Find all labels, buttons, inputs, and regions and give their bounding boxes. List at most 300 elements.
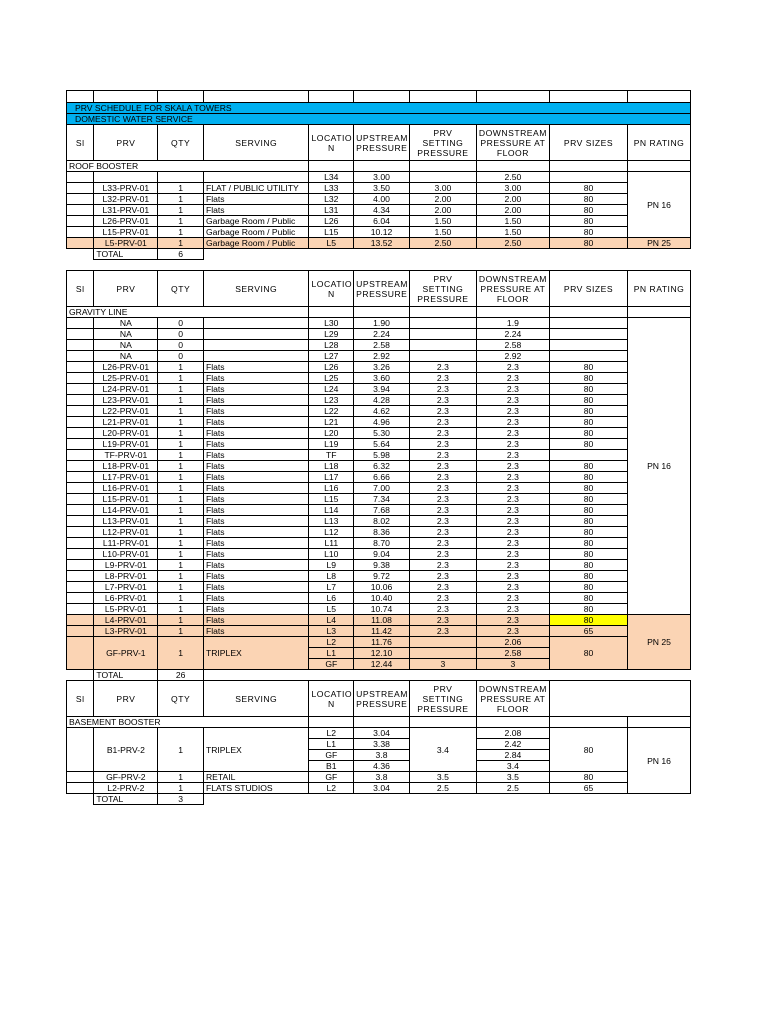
serving-cell[interactable]: TRIPLEX — [203, 637, 309, 670]
upstream-cell[interactable]: 3.8 — [354, 750, 410, 761]
serving-cell[interactable]: Flats — [203, 461, 309, 472]
col-prv-header[interactable]: PRV — [94, 125, 158, 161]
setting-cell[interactable]: 3.4 — [409, 728, 476, 772]
qty-cell[interactable]: 1 — [158, 362, 204, 373]
prv-cell[interactable]: L25-PRV-01 — [94, 373, 158, 384]
prv-cell[interactable]: NA — [94, 351, 158, 362]
size-cell[interactable] — [549, 172, 627, 183]
downstream-cell[interactable]: 1.50 — [476, 216, 549, 227]
prv-cell[interactable]: L5-PRV-01 — [94, 604, 158, 615]
downstream-cell[interactable]: 2.3 — [476, 516, 549, 527]
qty-cell[interactable]: 1 — [158, 194, 204, 205]
location-cell[interactable]: L26 — [309, 362, 354, 373]
qty-cell[interactable]: 1 — [158, 183, 204, 194]
prv-cell[interactable]: B1-PRV-2 — [94, 728, 158, 772]
setting-cell[interactable]: 2.3 — [409, 362, 476, 373]
size-cell[interactable]: 80 — [549, 571, 627, 582]
col-sl-header[interactable]: Sl — [67, 271, 94, 307]
setting-cell[interactable]: 2.3 — [409, 417, 476, 428]
qty-cell[interactable]: 1 — [158, 373, 204, 384]
size-cell[interactable]: 80 — [549, 384, 627, 395]
upstream-cell[interactable]: 12.10 — [354, 648, 410, 659]
col-qty-header[interactable]: QTY — [158, 271, 204, 307]
pn-rating-cell[interactable]: PN 25 — [628, 238, 691, 249]
size-cell[interactable] — [549, 340, 627, 351]
upstream-cell[interactable]: 3.50 — [354, 183, 410, 194]
downstream-cell[interactable]: 3.5 — [476, 772, 549, 783]
upstream-cell[interactable]: 5.64 — [354, 439, 410, 450]
upstream-cell[interactable]: 9.72 — [354, 571, 410, 582]
downstream-cell[interactable]: 2.5 — [476, 783, 549, 794]
qty-cell[interactable]: 1 — [158, 626, 204, 637]
upstream-cell[interactable]: 7.00 — [354, 483, 410, 494]
prv-cell[interactable]: L17-PRV-01 — [94, 472, 158, 483]
qty-cell[interactable]: 1 — [158, 728, 204, 772]
downstream-cell[interactable]: 2.06 — [476, 637, 549, 648]
location-cell[interactable]: L2 — [309, 783, 354, 794]
pn-rating-cell[interactable]: PN 16 — [628, 318, 691, 615]
qty-cell[interactable]: 1 — [158, 527, 204, 538]
pn-rating-cell[interactable]: PN 25 — [628, 615, 691, 670]
location-cell[interactable]: L6 — [309, 593, 354, 604]
setting-cell[interactable]: 2.3 — [409, 373, 476, 384]
col-setting-header[interactable]: PRV SETTING PRESSURE — [409, 681, 476, 717]
setting-cell[interactable]: 2.3 — [409, 384, 476, 395]
downstream-cell[interactable]: 3.00 — [476, 183, 549, 194]
col-qty-header[interactable]: QTY — [158, 681, 204, 717]
setting-cell[interactable]: 2.3 — [409, 604, 476, 615]
size-cell[interactable]: 80 — [549, 472, 627, 483]
col-sl-header[interactable]: Sl — [67, 681, 94, 717]
total-label[interactable]: TOTAL — [94, 670, 158, 681]
upstream-cell[interactable]: 2.92 — [354, 351, 410, 362]
prv-cell[interactable]: L22-PRV-01 — [94, 406, 158, 417]
location-cell[interactable]: L7 — [309, 582, 354, 593]
location-cell[interactable]: L11 — [309, 538, 354, 549]
qty-cell[interactable]: 1 — [158, 560, 204, 571]
qty-cell[interactable]: 1 — [158, 395, 204, 406]
size-cell[interactable] — [549, 329, 627, 340]
size-cell[interactable]: 80 — [549, 516, 627, 527]
upstream-cell[interactable]: 3.26 — [354, 362, 410, 373]
schedule-title[interactable]: PRV SCHEDULE FOR SKALA TOWERS — [67, 103, 691, 114]
serving-cell[interactable]: FLATS STUDIOS — [203, 783, 309, 794]
serving-cell[interactable]: Flats — [203, 472, 309, 483]
serving-cell[interactable]: Flats — [203, 439, 309, 450]
upstream-cell[interactable]: 5.30 — [354, 428, 410, 439]
prv-cell[interactable]: NA — [94, 340, 158, 351]
size-cell[interactable]: 80 — [549, 483, 627, 494]
serving-cell[interactable]: Garbage Room / Public — [203, 216, 309, 227]
qty-cell[interactable]: 1 — [158, 494, 204, 505]
setting-cell[interactable]: 2.3 — [409, 395, 476, 406]
upstream-cell[interactable]: 8.36 — [354, 527, 410, 538]
serving-cell[interactable] — [203, 318, 309, 329]
location-cell[interactable]: L13 — [309, 516, 354, 527]
size-cell[interactable]: 80 — [549, 549, 627, 560]
prv-cell[interactable]: L14-PRV-01 — [94, 505, 158, 516]
downstream-cell[interactable]: 2.00 — [476, 205, 549, 216]
location-cell[interactable]: L15 — [309, 227, 354, 238]
upstream-cell[interactable]: 7.34 — [354, 494, 410, 505]
downstream-cell[interactable]: 2.50 — [476, 172, 549, 183]
upstream-cell[interactable]: 7.68 — [354, 505, 410, 516]
qty-cell[interactable]: 1 — [158, 227, 204, 238]
upstream-cell[interactable]: 11.42 — [354, 626, 410, 637]
prv-cell[interactable]: L26-PRV-01 — [94, 216, 158, 227]
size-cell[interactable]: 80 — [549, 527, 627, 538]
prv-cell[interactable] — [94, 172, 158, 183]
upstream-cell[interactable]: 4.00 — [354, 194, 410, 205]
upstream-cell[interactable]: 13.52 — [354, 238, 410, 249]
col-sizes-header[interactable]: PRV SIZES — [549, 271, 627, 307]
prv-cell[interactable]: L26-PRV-01 — [94, 362, 158, 373]
total-value[interactable]: 26 — [158, 670, 204, 681]
size-cell[interactable]: 80 — [549, 439, 627, 450]
serving-cell[interactable]: Flats — [203, 538, 309, 549]
setting-cell[interactable] — [409, 648, 476, 659]
setting-cell[interactable]: 3.5 — [409, 772, 476, 783]
qty-cell[interactable]: 0 — [158, 351, 204, 362]
size-cell[interactable]: 80 — [549, 417, 627, 428]
serving-cell[interactable]: Flats — [203, 560, 309, 571]
setting-cell[interactable] — [409, 318, 476, 329]
location-cell[interactable]: L32 — [309, 194, 354, 205]
upstream-cell[interactable]: 3.8 — [354, 772, 410, 783]
location-cell[interactable]: GF — [309, 772, 354, 783]
total-label[interactable]: TOTAL — [94, 249, 158, 260]
col-rating-header[interactable]: PN RATING — [628, 125, 691, 161]
upstream-cell[interactable]: 4.62 — [354, 406, 410, 417]
serving-cell[interactable]: RETAIL — [203, 772, 309, 783]
setting-cell[interactable]: 3 — [409, 659, 476, 670]
serving-cell[interactable]: Flats — [203, 604, 309, 615]
location-cell[interactable]: L10 — [309, 549, 354, 560]
serving-cell[interactable]: Flats — [203, 571, 309, 582]
serving-cell[interactable]: Flats — [203, 505, 309, 516]
qty-cell[interactable]: 1 — [158, 516, 204, 527]
prv-cell[interactable]: NA — [94, 318, 158, 329]
downstream-cell[interactable]: 2.42 — [476, 739, 549, 750]
prv-cell[interactable]: L2-PRV-2 — [94, 783, 158, 794]
schedule-subtitle[interactable]: DOMESTIC WATER SERVICE — [67, 114, 691, 125]
location-cell[interactable]: L28 — [309, 340, 354, 351]
qty-cell[interactable]: 1 — [158, 505, 204, 516]
setting-cell[interactable]: 2.3 — [409, 406, 476, 417]
prv-cell[interactable]: L15-PRV-01 — [94, 227, 158, 238]
size-cell[interactable] — [549, 318, 627, 329]
upstream-cell[interactable]: 11.08 — [354, 615, 410, 626]
setting-cell[interactable] — [409, 351, 476, 362]
location-cell[interactable]: L23 — [309, 395, 354, 406]
location-cell[interactable]: L15 — [309, 494, 354, 505]
size-cell[interactable]: 80 — [549, 227, 627, 238]
setting-cell[interactable] — [409, 637, 476, 648]
serving-cell[interactable]: Flats — [203, 205, 309, 216]
location-cell[interactable]: L2 — [309, 728, 354, 739]
downstream-cell[interactable]: 2.3 — [476, 406, 549, 417]
serving-cell[interactable]: Flats — [203, 549, 309, 560]
setting-cell[interactable]: 2.3 — [409, 560, 476, 571]
location-cell[interactable]: L27 — [309, 351, 354, 362]
prv-cell[interactable]: L31-PRV-01 — [94, 205, 158, 216]
location-cell[interactable]: L5 — [309, 604, 354, 615]
serving-cell[interactable] — [203, 329, 309, 340]
col-downstream-header[interactable]: DOWNSTREAM PRESSURE AT FLOOR — [476, 125, 549, 161]
setting-cell[interactable]: 2.3 — [409, 626, 476, 637]
setting-cell[interactable]: 2.3 — [409, 582, 476, 593]
downstream-cell[interactable]: 2.3 — [476, 362, 549, 373]
location-cell[interactable]: L29 — [309, 329, 354, 340]
location-cell[interactable]: L26 — [309, 216, 354, 227]
location-cell[interactable]: L17 — [309, 472, 354, 483]
pn-rating-cell[interactable]: PN 16 — [628, 728, 691, 794]
col-serving-header[interactable]: SERVING — [203, 125, 309, 161]
downstream-cell[interactable]: 2.3 — [476, 428, 549, 439]
location-cell[interactable]: L18 — [309, 461, 354, 472]
setting-cell[interactable]: 2.50 — [409, 238, 476, 249]
upstream-cell[interactable]: 10.74 — [354, 604, 410, 615]
prv-cell[interactable]: L15-PRV-01 — [94, 494, 158, 505]
col-sizes-header[interactable] — [549, 681, 627, 717]
upstream-cell[interactable]: 3.00 — [354, 172, 410, 183]
upstream-cell[interactable]: 5.98 — [354, 450, 410, 461]
col-rating-header[interactable] — [628, 681, 691, 717]
location-cell[interactable]: L5 — [309, 238, 354, 249]
downstream-cell[interactable]: 2.3 — [476, 538, 549, 549]
upstream-cell[interactable]: 11.76 — [354, 637, 410, 648]
prv-cell[interactable]: L21-PRV-01 — [94, 417, 158, 428]
downstream-cell[interactable]: 2.3 — [476, 439, 549, 450]
setting-cell[interactable]: 2.00 — [409, 194, 476, 205]
location-cell[interactable]: L31 — [309, 205, 354, 216]
upstream-cell[interactable]: 10.40 — [354, 593, 410, 604]
upstream-cell[interactable]: 4.34 — [354, 205, 410, 216]
qty-cell[interactable]: 1 — [158, 483, 204, 494]
setting-cell[interactable]: 2.3 — [409, 483, 476, 494]
qty-cell[interactable]: 1 — [158, 417, 204, 428]
upstream-cell[interactable]: 8.70 — [354, 538, 410, 549]
downstream-cell[interactable]: 2.3 — [476, 582, 549, 593]
upstream-cell[interactable]: 3.94 — [354, 384, 410, 395]
col-upstream-header[interactable]: UPSTREAM PRESSURE — [354, 681, 410, 717]
prv-cell[interactable]: L5-PRV-01 — [94, 238, 158, 249]
location-cell[interactable]: L25 — [309, 373, 354, 384]
serving-cell[interactable]: Flats — [203, 194, 309, 205]
location-cell[interactable]: L3 — [309, 626, 354, 637]
size-cell[interactable]: 80 — [549, 194, 627, 205]
downstream-cell[interactable]: 2.3 — [476, 527, 549, 538]
size-cell[interactable]: 80 — [549, 728, 627, 772]
downstream-cell[interactable]: 2.3 — [476, 395, 549, 406]
downstream-cell[interactable]: 2.08 — [476, 728, 549, 739]
col-location-header[interactable]: LOCATIO N — [309, 271, 354, 307]
setting-cell[interactable]: 2.3 — [409, 527, 476, 538]
gravity-line-section-label[interactable]: GRAVITY LINE — [67, 307, 309, 318]
setting-cell[interactable]: 2.3 — [409, 472, 476, 483]
downstream-cell[interactable]: 2.3 — [476, 560, 549, 571]
prv-cell[interactable]: L32-PRV-01 — [94, 194, 158, 205]
qty-cell[interactable]: 1 — [158, 538, 204, 549]
serving-cell[interactable]: Flats — [203, 516, 309, 527]
location-cell[interactable]: L16 — [309, 483, 354, 494]
qty-cell[interactable]: 1 — [158, 783, 204, 794]
serving-cell[interactable]: Flats — [203, 450, 309, 461]
setting-cell[interactable]: 2.3 — [409, 505, 476, 516]
upstream-cell[interactable]: 6.66 — [354, 472, 410, 483]
qty-cell[interactable]: 1 — [158, 406, 204, 417]
setting-cell[interactable] — [409, 340, 476, 351]
prv-cell[interactable]: L4-PRV-01 — [94, 615, 158, 626]
col-rating-header[interactable]: PN RATING — [628, 271, 691, 307]
total-value[interactable]: 6 — [158, 249, 204, 260]
upstream-cell[interactable]: 10.12 — [354, 227, 410, 238]
serving-cell[interactable]: Flats — [203, 384, 309, 395]
upstream-cell[interactable]: 3.04 — [354, 783, 410, 794]
qty-cell[interactable]: 0 — [158, 329, 204, 340]
location-cell[interactable]: L2 — [309, 637, 354, 648]
upstream-cell[interactable]: 3.60 — [354, 373, 410, 384]
location-cell[interactable]: L4 — [309, 615, 354, 626]
prv-cell[interactable]: L8-PRV-01 — [94, 571, 158, 582]
size-cell[interactable]: 80 — [549, 362, 627, 373]
location-cell[interactable]: L24 — [309, 384, 354, 395]
serving-cell[interactable]: Flats — [203, 494, 309, 505]
col-setting-header[interactable]: PRV SETTING PRESSURE — [409, 125, 476, 161]
upstream-cell[interactable]: 9.38 — [354, 560, 410, 571]
size-cell[interactable]: 80 — [549, 428, 627, 439]
size-cell[interactable]: 80 — [549, 406, 627, 417]
size-cell[interactable]: 80 — [549, 461, 627, 472]
location-cell[interactable]: L20 — [309, 428, 354, 439]
downstream-cell[interactable]: 1.9 — [476, 318, 549, 329]
downstream-cell[interactable]: 2.84 — [476, 750, 549, 761]
serving-cell[interactable]: FLAT / PUBLIC UTILITY — [203, 183, 309, 194]
upstream-cell[interactable]: 4.96 — [354, 417, 410, 428]
qty-cell[interactable]: 1 — [158, 428, 204, 439]
qty-cell[interactable]: 1 — [158, 461, 204, 472]
size-cell[interactable] — [549, 351, 627, 362]
location-cell[interactable]: GF — [309, 659, 354, 670]
setting-cell[interactable]: 2.5 — [409, 783, 476, 794]
upstream-cell[interactable]: 8.02 — [354, 516, 410, 527]
setting-cell[interactable] — [409, 172, 476, 183]
upstream-cell[interactable]: 2.58 — [354, 340, 410, 351]
setting-cell[interactable]: 2.3 — [409, 538, 476, 549]
setting-cell[interactable]: 2.3 — [409, 494, 476, 505]
col-qty-header[interactable]: QTY — [158, 125, 204, 161]
prv-cell[interactable]: L23-PRV-01 — [94, 395, 158, 406]
pn-rating-cell[interactable]: PN 16 — [628, 172, 691, 238]
serving-cell[interactable]: Flats — [203, 626, 309, 637]
size-cell[interactable]: 80 — [549, 593, 627, 604]
prv-cell[interactable]: L20-PRV-01 — [94, 428, 158, 439]
qty-cell[interactable]: 1 — [158, 205, 204, 216]
qty-cell[interactable]: 1 — [158, 593, 204, 604]
upstream-cell[interactable]: 2.24 — [354, 329, 410, 340]
location-cell[interactable]: L9 — [309, 560, 354, 571]
setting-cell[interactable]: 2.3 — [409, 593, 476, 604]
setting-cell[interactable]: 2.3 — [409, 428, 476, 439]
downstream-cell[interactable]: 2.3 — [476, 494, 549, 505]
downstream-cell[interactable]: 2.3 — [476, 373, 549, 384]
downstream-cell[interactable]: 2.24 — [476, 329, 549, 340]
setting-cell[interactable]: 3.00 — [409, 183, 476, 194]
location-cell[interactable]: L30 — [309, 318, 354, 329]
downstream-cell[interactable]: 2.58 — [476, 340, 549, 351]
location-cell[interactable]: B1 — [309, 761, 354, 772]
serving-cell[interactable]: Flats — [203, 373, 309, 384]
col-prv-header[interactable]: PRV — [94, 271, 158, 307]
setting-cell[interactable]: 2.3 — [409, 615, 476, 626]
location-cell[interactable]: L21 — [309, 417, 354, 428]
serving-cell[interactable]: TRIPLEX — [203, 728, 309, 772]
upstream-cell[interactable]: 1.90 — [354, 318, 410, 329]
size-cell[interactable]: 80 — [549, 538, 627, 549]
qty-cell[interactable]: 1 — [158, 772, 204, 783]
serving-cell[interactable]: Flats — [203, 615, 309, 626]
col-upstream-header[interactable]: UPSTREAM PRESSURE — [354, 271, 410, 307]
serving-cell[interactable]: Flats — [203, 593, 309, 604]
col-location-header[interactable]: LOCATIO N — [309, 125, 354, 161]
qty-cell[interactable]: 1 — [158, 439, 204, 450]
size-cell[interactable] — [549, 450, 627, 461]
qty-cell[interactable] — [158, 172, 204, 183]
downstream-cell[interactable]: 3.4 — [476, 761, 549, 772]
setting-cell[interactable]: 2.3 — [409, 461, 476, 472]
serving-cell[interactable]: Flats — [203, 406, 309, 417]
prv-cell[interactable]: NA — [94, 329, 158, 340]
total-label[interactable]: TOTAL — [94, 794, 158, 805]
location-cell[interactable]: GF — [309, 750, 354, 761]
setting-cell[interactable]: 2.3 — [409, 516, 476, 527]
qty-cell[interactable]: 0 — [158, 340, 204, 351]
upstream-cell[interactable]: 10.06 — [354, 582, 410, 593]
total-value[interactable]: 3 — [158, 794, 204, 805]
size-cell[interactable]: 80 — [549, 637, 627, 670]
prv-cell[interactable]: L11-PRV-01 — [94, 538, 158, 549]
upstream-cell[interactable]: 3.04 — [354, 728, 410, 739]
prv-cell[interactable]: L33-PRV-01 — [94, 183, 158, 194]
downstream-cell[interactable]: 2.3 — [476, 505, 549, 516]
size-cell[interactable]: 80 — [549, 183, 627, 194]
upstream-cell[interactable]: 3.38 — [354, 739, 410, 750]
upstream-cell[interactable]: 9.04 — [354, 549, 410, 560]
downstream-cell[interactable]: 2.3 — [476, 615, 549, 626]
prv-cell[interactable]: L18-PRV-01 — [94, 461, 158, 472]
downstream-cell[interactable]: 1.50 — [476, 227, 549, 238]
downstream-cell[interactable]: 2.3 — [476, 472, 549, 483]
roof-booster-section-label[interactable]: ROOF BOOSTER — [67, 161, 309, 172]
location-cell[interactable]: L22 — [309, 406, 354, 417]
setting-cell[interactable]: 1.50 — [409, 216, 476, 227]
serving-cell[interactable]: Flats — [203, 395, 309, 406]
size-cell[interactable]: 80 — [549, 395, 627, 406]
size-cell[interactable]: 65 — [549, 783, 627, 794]
location-cell[interactable]: L1 — [309, 648, 354, 659]
qty-cell[interactable]: 1 — [158, 238, 204, 249]
col-downstream-header[interactable]: DOWNSTREAM PRESSURE AT FLOOR — [476, 271, 549, 307]
location-cell[interactable]: L34 — [309, 172, 354, 183]
qty-cell[interactable]: 1 — [158, 604, 204, 615]
serving-cell[interactable]: Garbage Room / Public — [203, 227, 309, 238]
upstream-cell[interactable]: 4.36 — [354, 761, 410, 772]
size-cell[interactable]: 80 — [549, 373, 627, 384]
size-cell[interactable]: 80 — [549, 604, 627, 615]
prv-cell[interactable]: L19-PRV-01 — [94, 439, 158, 450]
setting-cell[interactable]: 1.50 — [409, 227, 476, 238]
downstream-cell[interactable]: 2.58 — [476, 648, 549, 659]
